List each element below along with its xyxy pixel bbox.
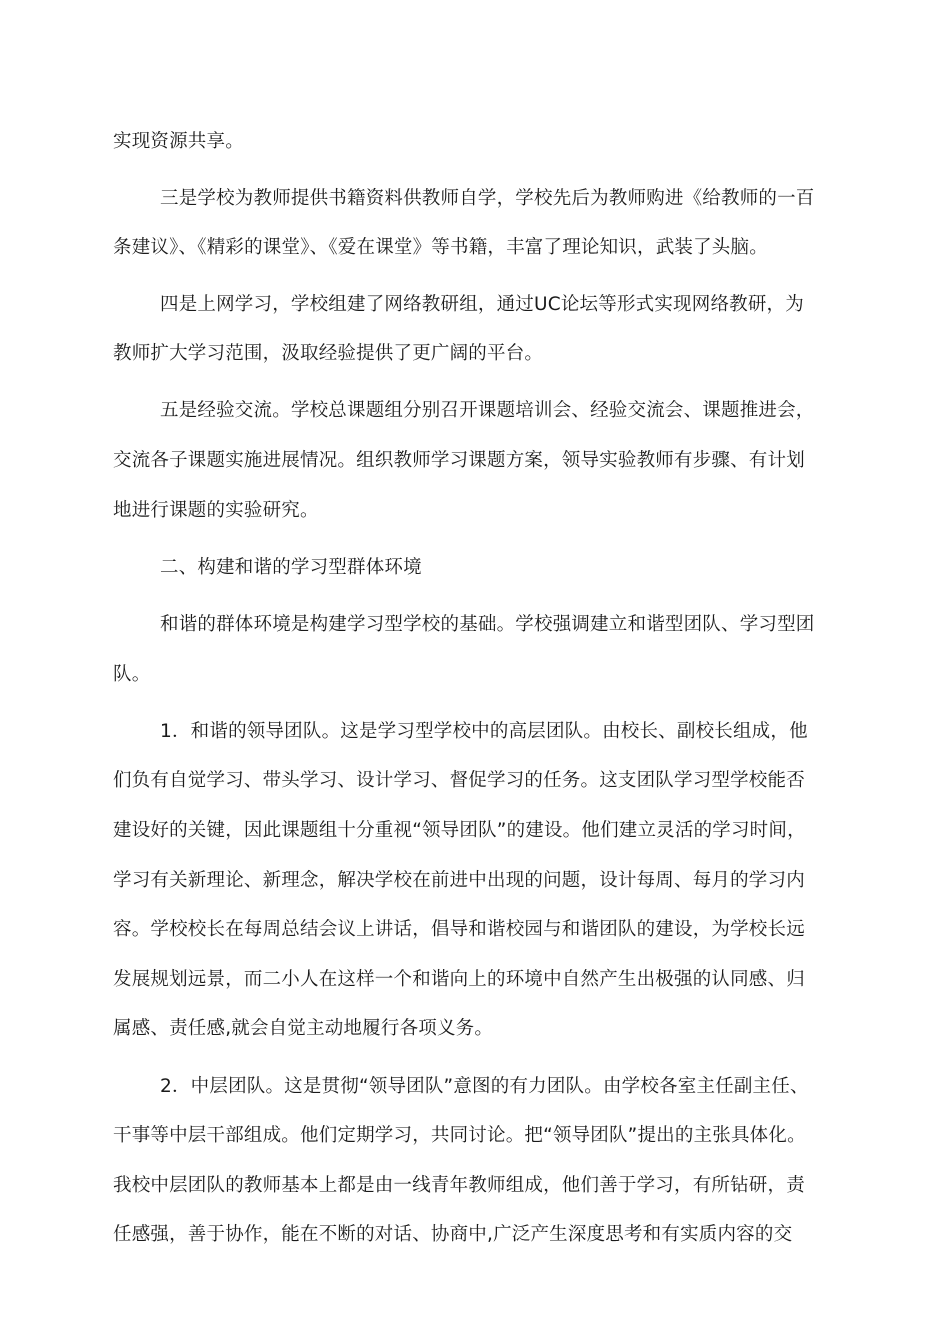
text-line: 教师扩大学习范围，汲取经验提供了更广阔的平台。	[113, 343, 544, 364]
text-line: 交流各子课题实施进展情况。组织教师学习课题方案，领导实验教师有步骤、有计划	[113, 450, 805, 471]
paragraph-line: 1．和谐的领导团队。这是学习型学校中的高层团队。由校长、副校长组成，他	[160, 721, 808, 742]
text-line: 们负有自觉学习、带头学习、设计学习、督促学习的任务。这支团队学习型学校能否	[113, 770, 805, 791]
paragraph-line: 四是上网学习，学校组建了网络教研组，通过UC论坛等形式实现网络教研，为	[160, 294, 804, 315]
text-line: 实现资源共享。	[113, 131, 244, 152]
text-line: 条建议》、《精彩的课堂》、《爱在课堂》等书籍，丰富了理论知识，武装了头脑。	[113, 237, 768, 258]
text-line: 容。学校校长在每周总结会议上讲话，倡导和谐校园与和谐团队的建设，为学校长远	[113, 919, 805, 940]
text-line: 属感、责任感,就会自觉主动地履行各项义务。	[113, 1018, 494, 1039]
paragraph-line: 三是学校为教师提供书籍资料供教师自学，学校先后为教师购进《给教师的一百	[160, 188, 815, 209]
text-line: 发展规划远景，而二小人在这样一个和谐向上的环境中自然产生出极强的认同感、归	[113, 969, 805, 990]
text-line: 建设好的关键，因此课题组十分重视“领导团队”的建设。他们建立灵活的学习时间，	[113, 820, 806, 841]
text-line: 任感强，善于协作，能在不断的对话、协商中,广泛产生深度思考和有实质内容的交	[113, 1224, 793, 1245]
paragraph-line: 和谐的群体环境是构建学习型学校的基础。学校强调建立和谐型团队、学习型团	[160, 614, 815, 635]
text-line: 学习有关新理论、新理念，解决学校在前进中出现的问题，设计每周、每月的学习内	[113, 870, 805, 891]
text-line: 队。	[113, 664, 151, 685]
paragraph-line: 2．中层团队。这是贯彻“领导团队”意图的有力团队。由学校各室主任副主任、	[160, 1076, 809, 1097]
paragraph-line: 五是经验交流。学校总课题组分别召开课题培训会、经验交流会、课题推进会，	[160, 400, 815, 421]
section-heading: 二、构建和谐的学习型群体环境	[160, 557, 422, 578]
text-line: 我校中层团队的教师基本上都是由一线青年教师组成，他们善于学习，有所钻研，责	[113, 1175, 805, 1196]
text-line: 地进行课题的实验研究。	[113, 500, 319, 521]
text-line: 干事等中层干部组成。他们定期学习，共同讨论。把“领导团队”提出的主张具体化。	[113, 1125, 806, 1146]
